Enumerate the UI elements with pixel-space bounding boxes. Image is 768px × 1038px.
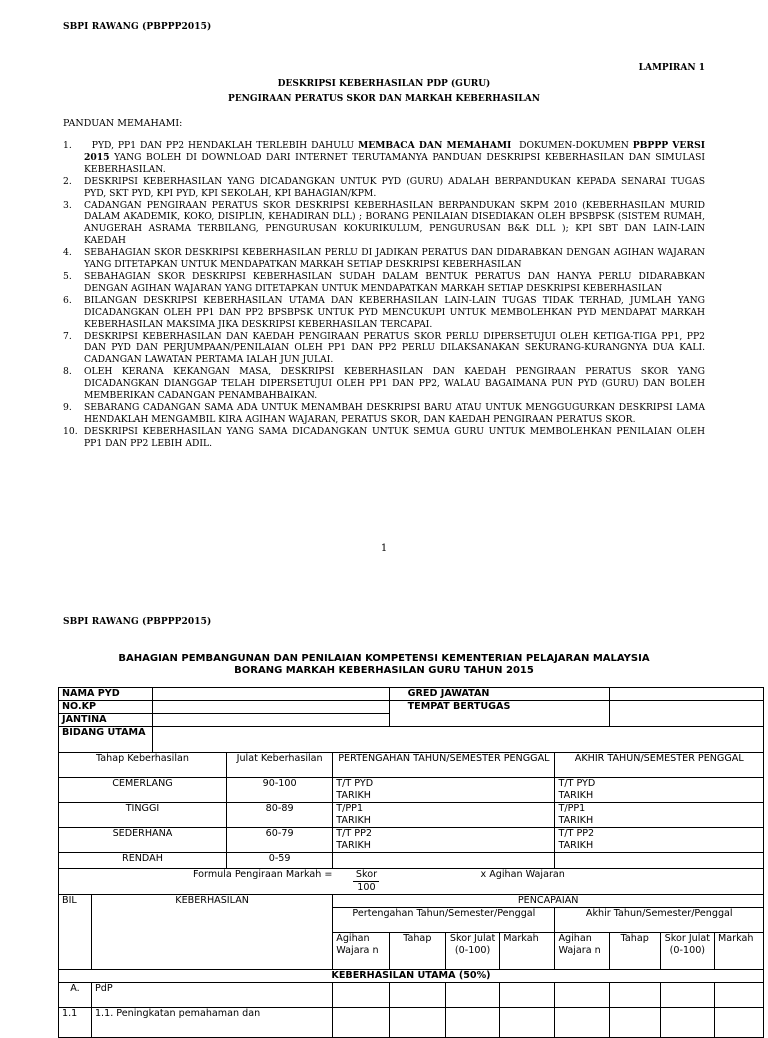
page2-title-line2: BORANG MARKAH KEBERHASILAN GURU TAHUN 2015 — [234, 665, 534, 676]
jantina-field[interactable] — [152, 714, 389, 727]
mid-signature-cell[interactable] — [333, 853, 555, 869]
guide-item-number: 3. — [63, 199, 72, 211]
level-row — [59, 853, 764, 869]
guide-item-number: 10. — [63, 425, 78, 437]
mid-date-label: TARIKH — [336, 840, 371, 851]
end-date-label: TARIKH — [558, 815, 594, 826]
row-bil: 1.1 — [59, 1008, 92, 1038]
bil-header: BIL — [59, 895, 92, 970]
cell[interactable] — [609, 983, 660, 1008]
guide-item-text: PYD, PP1 DAN PP2 HENDAKLAH TERLEBIH DAHULU — [84, 140, 359, 151]
guide-item-number: 7. — [63, 330, 72, 342]
level-range: 80-89 — [226, 803, 332, 828]
guide-item-text: CADANGAN PENGIRAAN PERATUS SKOR DESKRIPSI KEBERHASILAN BERPANDUKAN SKPM 2010 (KEBERHASILAN MURID DALAM AKADEMIK, KOKO, DISIPLIN, KEHADIRAN DLL) ; BORANG PENILAIAN DISEDIAKAN OLEH BPSBPSK (SISTEM RUMAH, ANUGERAH ASRAMA TERBILANG, PENGURUSAN KOKURIKULUM, PENGURUSAN B&K DLL ); KPI SBT DAN LAIN-LAIN KAEDAH — [84, 199, 705, 247]
guide-item-text: DESKRIPSI KEBERHASILAN YANG SAMA DICADANGKAN UNTUK SEMUA GURU UNTUK MEMBOLEHKAN PENILAIAN OLEH PP1 DAN PP2 LEBIH ADIL. — [84, 425, 705, 449]
guide-item-text: SEBAHAGIAN SKOR DESKRIPSI KEBERHASILAN PERLU DI JADIKAN PERATUS DAN DIDARABKAN DENGAN AGIHAN WAJARAN YANG DITETAPKAN UNTUK MENDAPATKAN MARKAH SETIAP DESKRIPSI KEBERHASILAN — [84, 247, 705, 271]
agihan-mid-header: Agihan Wajara n — [333, 933, 389, 970]
page1-title-line1: DESKRIPSI KEBERHASILAN PDP (GURU) — [277, 79, 491, 89]
levels-header-row — [59, 753, 764, 778]
cell[interactable] — [333, 1008, 389, 1038]
row-description: PdP — [91, 983, 332, 1008]
jantina-label: JANTINA — [59, 714, 153, 727]
page1-header: SBPI RAWANG (PBPPP2015) — [63, 22, 212, 32]
guide-item-text: YANG BOLEH DI DOWNLOAD DARI INTERNET TERUTAMANYA PANDUAN DESKRIPSI KEBERHASILAN DAN SIMULASI KEBERHASILAN. — [84, 151, 705, 175]
mid-signature-cell[interactable] — [333, 828, 555, 853]
mid-signature-cell[interactable] — [333, 778, 555, 803]
section-title: KEBERHASILAN UTAMA (50%) — [59, 970, 764, 983]
mid-signature-cell[interactable] — [333, 803, 555, 828]
end-signature-cell[interactable] — [555, 853, 764, 869]
end-signature-label: T/T PP2 — [558, 828, 595, 839]
level-name: RENDAH — [59, 853, 227, 869]
level-name: SEDERHANA — [59, 828, 227, 853]
formula-label: Formula Pengiraan Markah = — [193, 869, 333, 880]
mid-date-label: TARIKH — [336, 815, 371, 826]
formula-tail: x Agihan Wajaran — [480, 869, 565, 880]
end-date-label: TARIKH — [558, 840, 594, 851]
formula-row — [59, 869, 764, 895]
guide-item — [63, 366, 705, 402]
formula-cell — [59, 869, 764, 895]
pertengahan-header: PERTENGAHAN TAHUN/SEMESTER PENGGAL — [333, 753, 555, 778]
page1-title-line2: PENGIRAAN PERATUS SKOR DAN MARKAH KEBERHASILAN — [228, 94, 540, 104]
no-kp-label: NO.KP — [59, 701, 153, 714]
guide-item-text: OLEH KERANA KEKANGAN MASA, DESKRIPSI KEBERHASILAN DAN KAEDAH PENGIRAAN PERATUS SKOR YANG DICADANGKAN DIANGGAP TELAH DIPERSETUJUI OLEH PP1 DAN PP2, WALAU BAGAIMANA PUN PYD (GURU) DAN BOLEH MEMBERIKAN CADANGAN PENAMBAHBAIKAN. — [84, 366, 705, 402]
level-row — [59, 803, 764, 828]
guide-item-text: DESKRIPSI KEBERHASILAN YANG DICADANGKAN UNTUK PYD (GURU) ADALAH BERPANDUKAN KEPADA SENARAI TUGAS PYD, SKT PYD, KPI PYD, KPI SEKOLAH, KPI BAHAGIAN/KPM. — [84, 175, 705, 199]
formula-numerator: Skor — [355, 869, 378, 880]
guide-item-number: 6. — [63, 294, 72, 306]
guide-item-number: 9. — [63, 401, 72, 413]
cell[interactable] — [555, 1008, 609, 1038]
tahap-header: Tahap Keberhasilan — [59, 753, 227, 778]
cell[interactable] — [660, 1008, 714, 1038]
guide-item-number: 4. — [63, 247, 72, 259]
cell[interactable] — [445, 983, 499, 1008]
cell[interactable] — [445, 1008, 499, 1038]
guide-item-text: DESKRIPSI KEBERHASILAN DAN KAEDAH PENGIRAAN PERATUS SKOR PERLU DIPERSETUJUI OLEH KETIGA-TIGA PP1, PP2 DAN PYD DAN PERJUMPAAN/PENILAIAN OLEH PP1 DAN PP2 PERLU DILAKSANAKAN SEKURANG-KURANGNYA DUA KALI. CADANGAN LAWATAN PERTAMA IALAH JUN JULAI. — [84, 330, 705, 366]
page2-title-line1: BAHAGIAN PEMBANGUNAN DAN PENILAIAN KOMPETENSI KEMENTERIAN PELAJARAN MALAYSIA — [118, 653, 650, 664]
end-signature-cell[interactable] — [555, 828, 764, 853]
cell[interactable] — [714, 983, 763, 1008]
guide-item-number: 2. — [63, 175, 72, 187]
guide-item-number: 1. — [63, 140, 72, 151]
akhir-subheader: Akhir Tahun/Semester/Penggal — [555, 908, 764, 933]
cell[interactable] — [609, 1008, 660, 1038]
mid-signature-label: T/PP1 — [336, 803, 364, 814]
nama-pyd-field[interactable] — [152, 688, 389, 701]
formula-fraction — [353, 869, 379, 894]
mid-signature-label: T/T PP2 — [336, 828, 372, 839]
panduan-heading: PANDUAN MEMAHAMI: — [63, 118, 183, 129]
page-number: 1 — [380, 543, 388, 554]
page2-header: SBPI RAWANG (PBPPP2015) — [63, 617, 212, 627]
guide-item-text: SEBAHAGIAN SKOR DESKRIPSI KEBERHASILAN SUDAH DALAM BENTUK PERATUS DAN HANYA PERLU DIDARABKAN DENGAN AGIHAN WAJARAN YANG DITETAPKAN UNTUK MENDAPATKAN MARKAH SETIAP DESKRIPSI KEBERHASILAN — [84, 270, 705, 294]
gred-jawatan-field[interactable] — [609, 688, 763, 701]
guide-item — [63, 331, 705, 367]
skor-end-header: Skor Julat (0-100) — [660, 933, 714, 970]
cell[interactable] — [660, 983, 714, 1008]
guide-item-emphasis: MEMBACA DAN MEMAHAMI — [358, 140, 512, 151]
cell[interactable] — [500, 983, 555, 1008]
pencapaian-header: PENCAPAIAN — [333, 895, 764, 908]
cell[interactable] — [500, 1008, 555, 1038]
level-row — [59, 828, 764, 853]
guide-item — [63, 247, 705, 271]
tahap-mid-header: Tahap — [389, 933, 445, 970]
section-row — [59, 970, 764, 983]
tahap-end-header: Tahap — [609, 933, 660, 970]
row-no-kp — [59, 701, 764, 714]
cell[interactable] — [333, 983, 389, 1008]
cell[interactable] — [555, 983, 609, 1008]
level-row — [59, 778, 764, 803]
level-name: CEMERLANG — [59, 778, 227, 803]
bidang-utama-label: BIDANG UTAMA — [59, 727, 153, 753]
row-description: 1.1. Peningkatan pemahaman dan — [91, 1008, 332, 1038]
pertengahan-subheader: Pertengahan Tahun/Semester/Penggal — [333, 908, 555, 933]
end-date-label: TARIKH — [558, 790, 594, 801]
table-row — [59, 1008, 764, 1038]
end-signature-label: T/T PYD — [558, 778, 596, 789]
gred-jawatan-label: GRED JAWATAN — [389, 688, 609, 701]
level-range: 0-59 — [226, 853, 332, 869]
guide-item — [63, 295, 705, 331]
level-range: 90-100 — [226, 778, 332, 803]
cell[interactable] — [714, 1008, 763, 1038]
keberhasilan-header: KEBERHASILAN — [91, 895, 332, 970]
agihan-end-header: Agihan Wajara n — [555, 933, 609, 970]
guide-item-number: 8. — [63, 366, 72, 378]
markah-mid-header: Markah — [500, 933, 555, 970]
akhir-header: AKHIR TAHUN/SEMESTER PENGGAL — [555, 753, 764, 778]
cell[interactable] — [389, 1008, 445, 1038]
guide-item — [63, 271, 705, 295]
guide-item — [63, 426, 705, 450]
no-kp-field[interactable] — [152, 701, 389, 714]
level-name: TINGGI — [59, 803, 227, 828]
guide-item — [63, 402, 705, 426]
skor-mid-header: Skor Julat (0-100) — [445, 933, 499, 970]
guide-item — [63, 140, 705, 176]
row-nama-pyd — [59, 688, 764, 701]
markah-end-header: Markah — [714, 933, 763, 970]
formula-denominator: 100 — [353, 881, 379, 894]
guide-item — [63, 176, 705, 200]
julat-header: Julat Keberhasilan — [226, 753, 332, 778]
mid-signature-label: T/T PYD — [336, 778, 374, 789]
bidang-utama-field[interactable] — [152, 727, 763, 753]
markah-form-table — [58, 687, 764, 1038]
table-row — [59, 983, 764, 1008]
guide-item-text: SEBARANG CADANGAN SAMA ADA UNTUK MENAMBAH DESKRIPSI BARU ATAU UNTUK MENGGUGURKAN DESKRIPSI LAMA HENDAKLAH MENGAMBIL KIRA AGIHAN WAJARAN, PERATUS SKOR, DAN KAEDAH PENGIRAAN PERATUS SKOR. — [84, 401, 705, 425]
row-bil: A. — [59, 983, 92, 1008]
guide-item-text: BILANGAN DESKRIPSI KEBERHASILAN UTAMA DAN KEBERHASILAN LAIN-LAIN TUGAS TIDAK TERHAD, JUMLAH YANG DICADANGKAN OLEH PP1 DAN PP2 BPSBPSK UNTUK PYD MENCUKUPI UNTUK MEMBOLEHKAN PYD MENDAPAT MARKAH KEBERHASILAN MAKSIMA JIKA DESKRIPSI KEBERHASILAN TERCAPAI. — [84, 294, 705, 330]
tempat-bertugas-label: TEMPAT BERTUGAS — [389, 701, 609, 727]
end-signature-label: T/PP1 — [558, 803, 586, 814]
guide-item-text: DOKUMEN-DOKUMEN — [511, 140, 633, 151]
cell[interactable] — [389, 983, 445, 1008]
guide-item-number: 5. — [63, 270, 72, 282]
table-header-row — [59, 895, 764, 908]
row-bidang-utama — [59, 727, 764, 753]
guide-item — [63, 200, 705, 248]
mid-date-label: TARIKH — [336, 790, 371, 801]
level-range: 60-79 — [226, 828, 332, 853]
end-signature-cell[interactable] — [555, 778, 764, 803]
lampiran-label: LAMPIRAN 1 — [638, 63, 705, 73]
guide-list — [63, 140, 705, 450]
nama-pyd-label: NAMA PYD — [59, 688, 153, 701]
guide-item-emphasis: PBPPP VERSI 2015 — [84, 140, 705, 163]
end-signature-cell[interactable] — [555, 803, 764, 828]
tempat-bertugas-field[interactable] — [609, 701, 763, 727]
